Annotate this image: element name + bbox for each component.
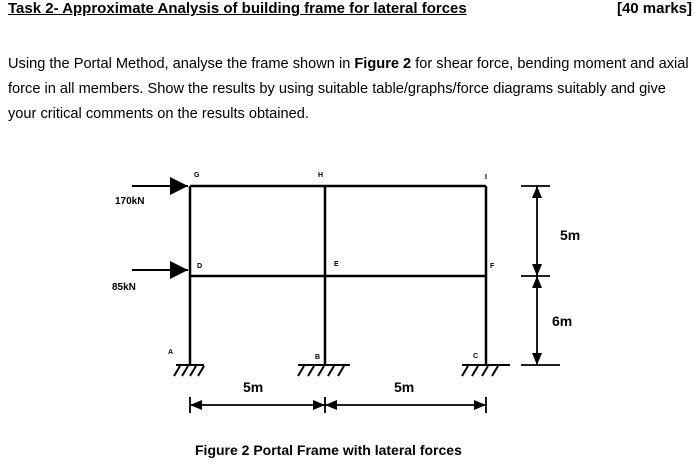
support-b <box>298 365 350 376</box>
node-label-g: G <box>194 172 200 179</box>
dimension-span-1: 5m <box>243 379 264 395</box>
frame-members <box>190 186 486 365</box>
fixed-supports <box>174 365 510 376</box>
figure-reference: Figure 2 <box>354 56 412 72</box>
load-label-middle: 85kN <box>112 282 136 293</box>
node-labels <box>168 172 495 361</box>
task-title: Task 2- Approximate Analysis of building frame for lateral forces <box>8 0 467 17</box>
node-label-h: H <box>318 172 324 179</box>
dimension-lower-storey: 6m <box>552 313 573 329</box>
task-marks: [40 marks] <box>616 0 692 17</box>
node-label-d: D <box>197 263 203 270</box>
support-a <box>174 365 204 376</box>
horizontal-dimensions <box>190 397 486 413</box>
dimension-span-2: 5m <box>394 379 415 395</box>
vertical-dimensions <box>521 186 560 365</box>
node-label-a: A <box>168 349 174 356</box>
node-label-b: B <box>315 354 321 361</box>
instructions-text-2: for shear force, bending moment and axial force in all members. Show the results by using suitable table/graphs/force diagrams suitably and give your critical comments on the results obtained. <box>8 56 689 122</box>
dimension-upper-storey: 5m <box>560 227 581 243</box>
support-c <box>462 365 510 376</box>
node-label-f: F <box>490 263 495 270</box>
instructions-text-1: Using the Portal Method, analyse the frame shown in <box>8 56 355 72</box>
node-label-i: I <box>485 174 487 181</box>
node-label-e: E <box>334 261 339 268</box>
node-label-c: C <box>473 353 479 360</box>
load-label-top: 170kN <box>115 196 145 207</box>
figure-caption: Figure 2 Portal Frame with lateral forces <box>195 442 462 458</box>
